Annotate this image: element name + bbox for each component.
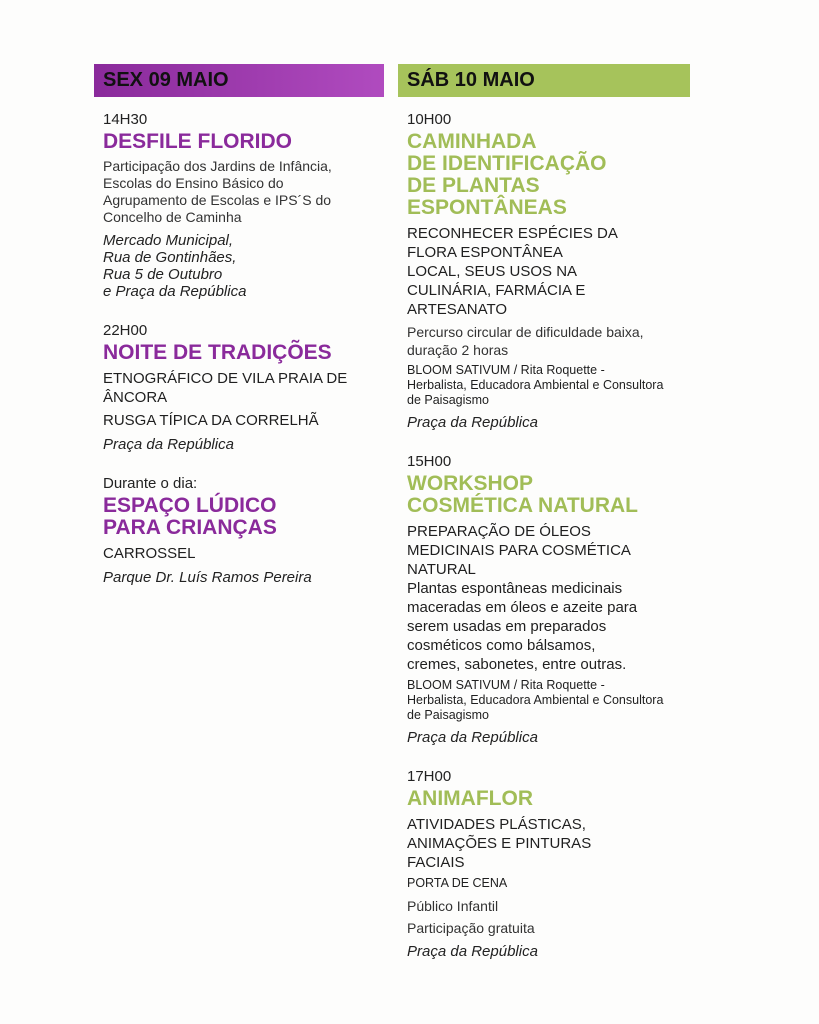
event-animaflor: [407, 768, 690, 960]
event-venue: Mercado Municipal, Rua de Gontinhães, Rua 5 de Outubro e Praça da República: [103, 232, 247, 300]
day-header-friday: SEX 09 MAIO: [94, 64, 384, 97]
event-description: Plantas espontâneas medicinais maceradas em óleos e azeite para serem usadas em preparados cosméticos como bálsamos, cremes, sabonetes, entre outras.: [407, 580, 638, 673]
event-description: Participação dos Jardins de Infância, Escolas do Ensino Básico do Agrupamento de Escolas e IPS´S do Concelho de Caminha: [103, 158, 332, 225]
event-audience: Público Infantil: [407, 898, 499, 914]
event-organizer: BLOOM SATIVUM / Rita Roquette - Herbalista, Educadora Ambiental e Consultora de Paisagismo: [407, 363, 664, 407]
event-title: ESPAÇO LÚDICO PARA CRIANÇAS: [103, 494, 277, 539]
event-espaco-ludico: [103, 475, 384, 586]
event-time: Durante o dia:: [103, 475, 198, 492]
event-workshop-cosmetica: [407, 453, 690, 746]
event-organizer: PORTA DE CENA: [407, 876, 508, 890]
event-subtitle: RECONHECER ESPÉCIES DA FLORA ESPONTÂNEA LOCAL, SEUS USOS NA CULINÁRIA, FARMÁCIA E ARTESANATO: [407, 225, 618, 318]
friday-column: [94, 64, 384, 608]
event-time: 14H30: [103, 111, 148, 128]
event-venue: Praça da República: [407, 414, 538, 431]
event-description: Percurso circular de dificuldade baixa, duração 2 horas: [407, 324, 644, 358]
day-header-saturday: SÁB 10 MAIO: [398, 64, 690, 97]
event-title: ANIMAFLOR: [407, 787, 533, 810]
event-venue: Praça da República: [407, 943, 538, 960]
event-title: CAMINHADA DE IDENTIFICAÇÃO DE PLANTAS ESPONTÂNEAS: [407, 130, 607, 219]
event-performer: ETNOGRÁFICO DE VILA PRAIA DE ÂNCORA: [103, 370, 348, 406]
event-subtitle: CARROSSEL: [103, 545, 196, 562]
event-title: WORKSHOP COSMÉTICA NATURAL: [407, 472, 638, 517]
event-time: 22H00: [103, 322, 148, 339]
event-price: Participação gratuita: [407, 920, 535, 936]
event-organizer: BLOOM SATIVUM / Rita Roquette - Herbalista, Educadora Ambiental e Consultora de Paisagismo: [407, 678, 664, 722]
event-title: DESFILE FLORIDO: [103, 130, 292, 153]
event-venue: Praça da República: [407, 729, 538, 746]
event-venue: Praça da República: [103, 436, 234, 453]
event-venue: Parque Dr. Luís Ramos Pereira: [103, 569, 312, 586]
event-noite-de-tradicoes: [103, 322, 384, 453]
saturday-column: [398, 64, 690, 982]
event-caminhada: [407, 111, 690, 431]
event-desfile-florido: [103, 111, 384, 300]
event-performer: RUSGA TÍPICA DA CORRELHÃ: [103, 412, 319, 429]
event-time: 15H00: [407, 453, 452, 470]
event-title: NOITE DE TRADIÇÕES: [103, 341, 332, 364]
event-subtitle: PREPARAÇÃO DE ÓLEOS MEDICINAIS PARA COSMÉTICA NATURAL: [407, 523, 631, 578]
event-time: 10H00: [407, 111, 452, 128]
event-time: 17H00: [407, 768, 452, 785]
event-subtitle: ATIVIDADES PLÁSTICAS, ANIMAÇÕES E PINTURAS FACIAIS: [407, 816, 592, 871]
